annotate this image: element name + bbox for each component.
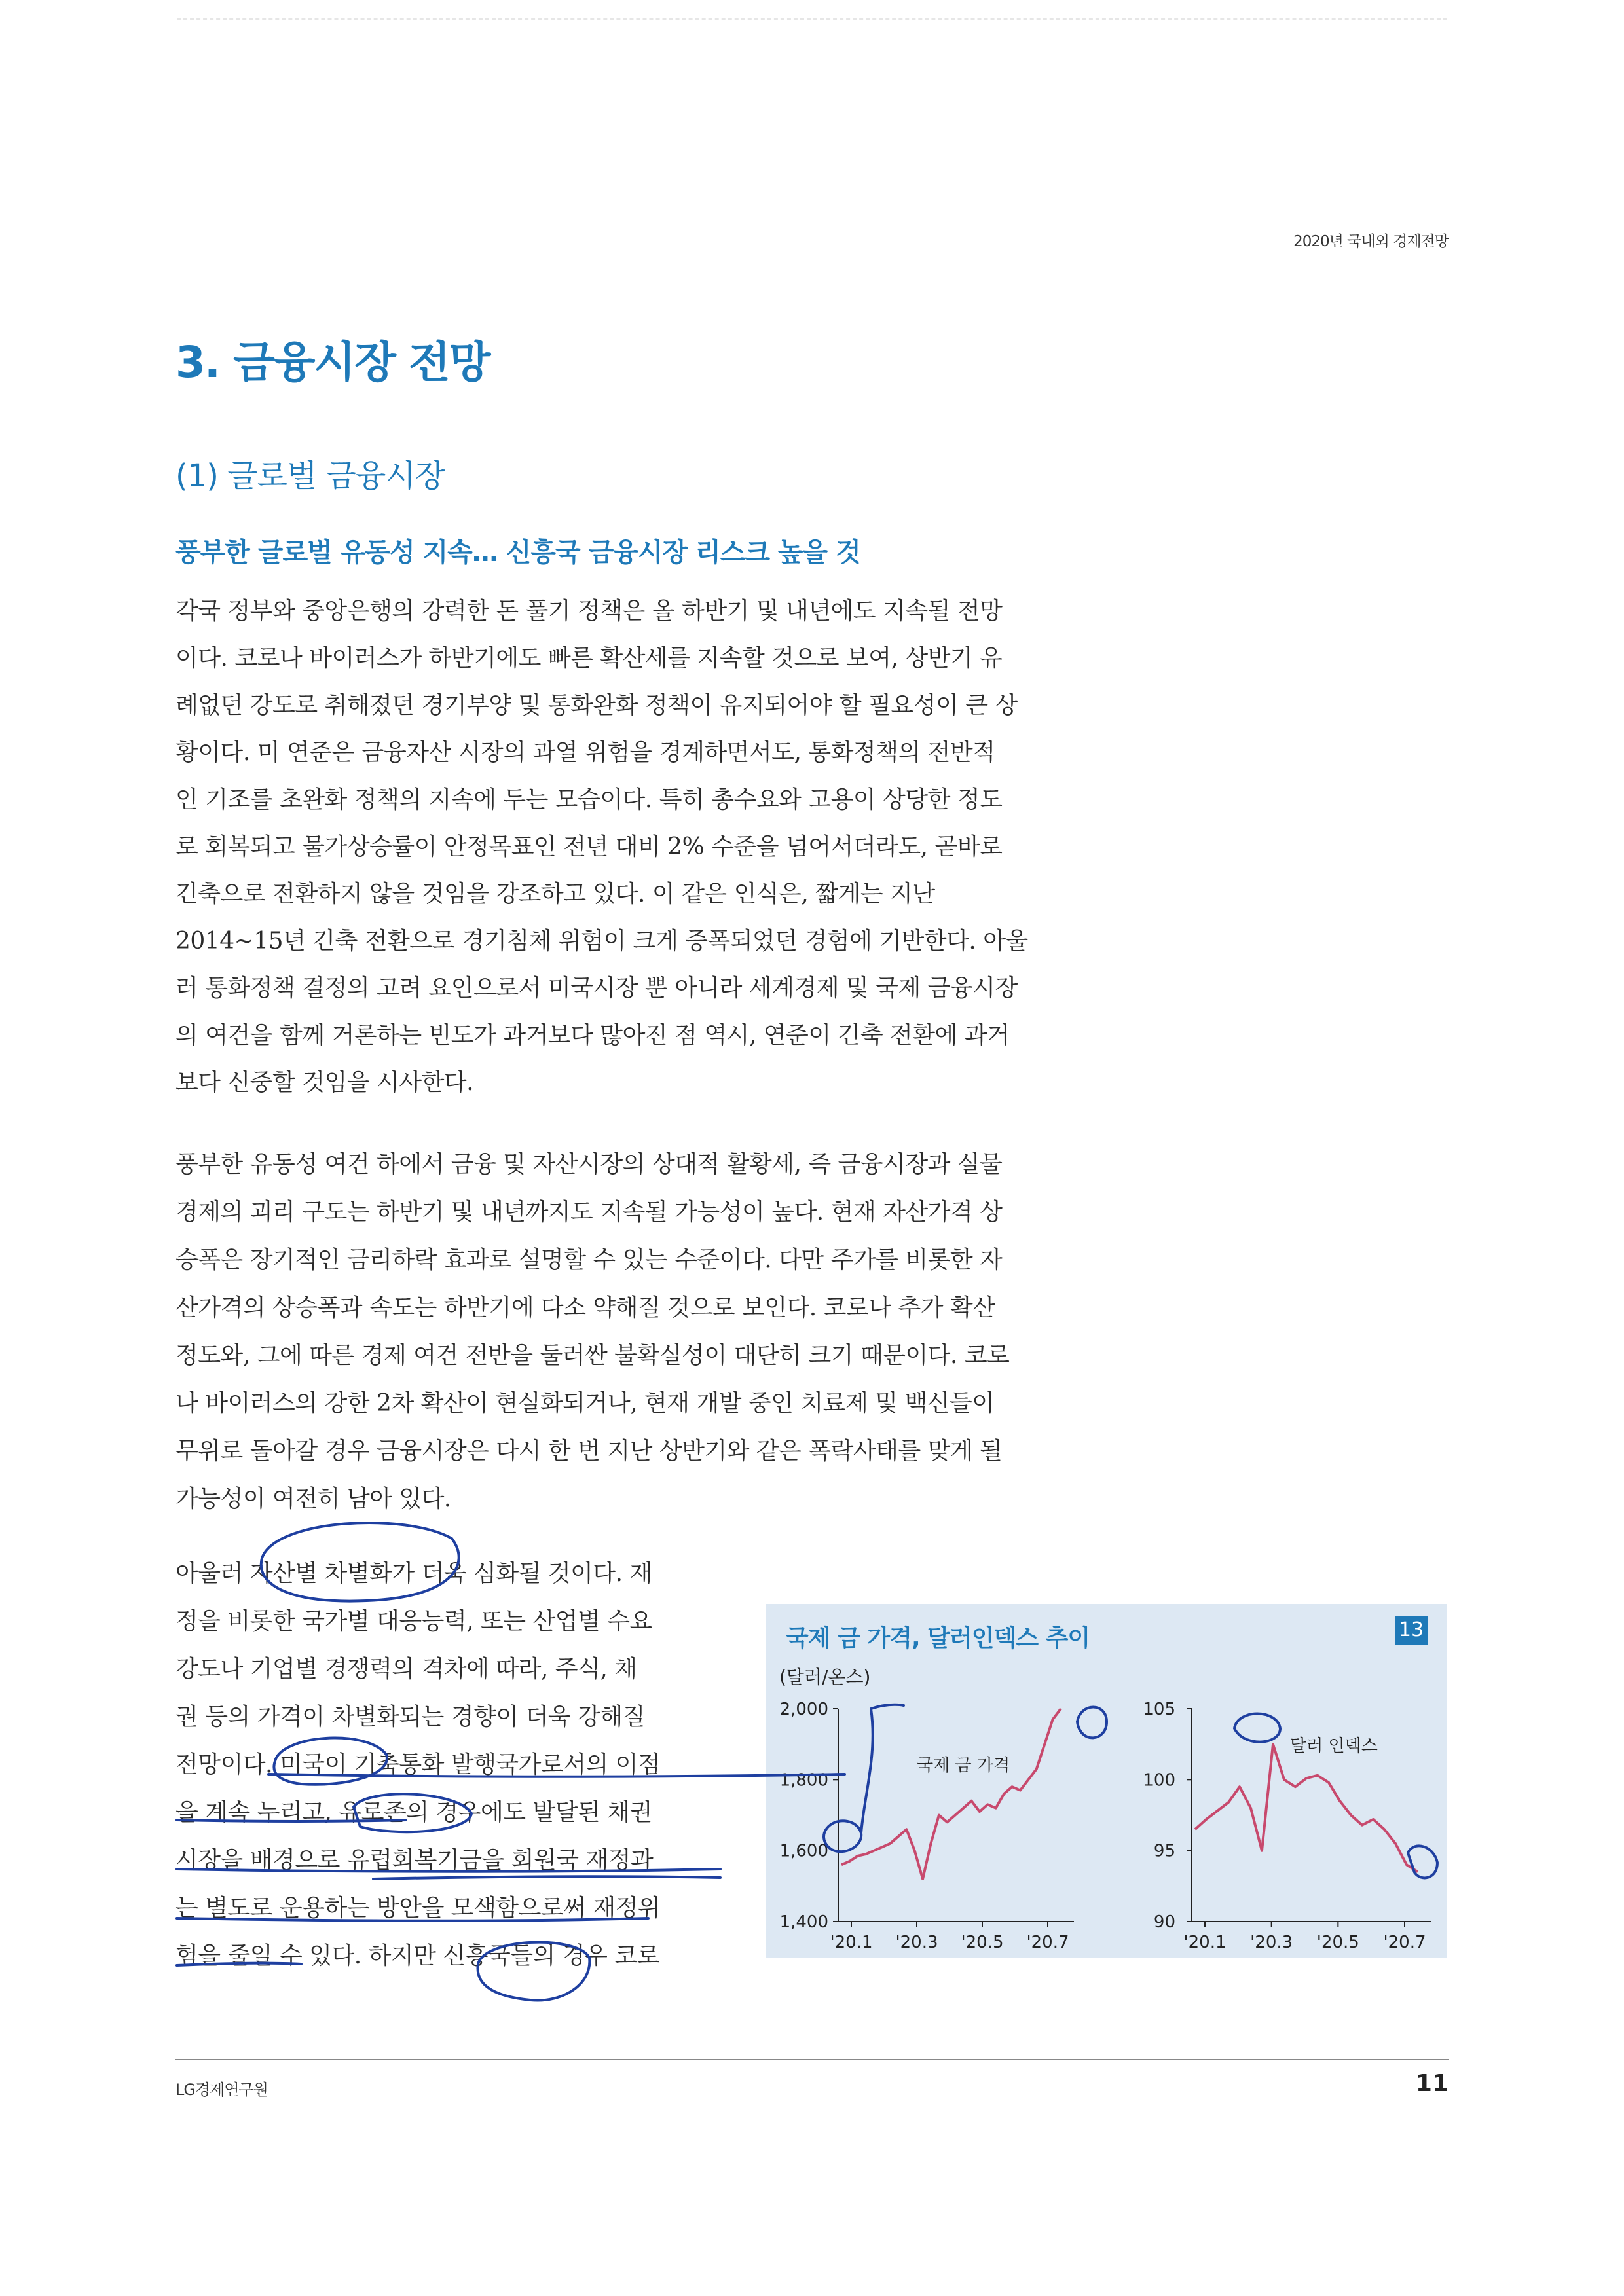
chart-svg	[766, 1604, 1447, 1958]
x-tick-label: '20.7	[1383, 1933, 1426, 1952]
y-tick-label: 105	[1143, 1700, 1175, 1719]
y-tick-label: 1,400	[779, 1912, 828, 1932]
x-tick-label: '20.3	[895, 1933, 938, 1952]
y-tick-label: 1,600	[779, 1841, 828, 1861]
running-header: 2020년 국내외 경제전망	[1293, 233, 1449, 250]
series-label: 달러 인덱스	[1290, 1736, 1378, 1756]
section-headline: 풍부한 글로벌 유동성 지속… 신흥국 금융시장 리스크 높을 것	[175, 538, 860, 568]
text-line: 례없던 강도로 취해졌던 경기부양 및 통화완화 정책이 유지되어야 할 필요성이 큰 상	[175, 692, 1018, 719]
text-line: 아울러 자산별 차별화가 더욱 심화될 것이다. 재	[175, 1560, 652, 1587]
series-line	[841, 1709, 1061, 1879]
text-line: 는 별도로 운용하는 방안을 모색함으로써 재정위	[175, 1895, 661, 1922]
text-line: 풍부한 유동성 여건 하에서 금융 및 자산시장의 상대적 활황세, 즉 금융시장과 실물	[175, 1151, 1003, 1178]
text-line: 황이다. 미 연준은 금융자산 시장의 과열 위험을 경계하면서도, 통화정책의 전반적	[175, 739, 995, 766]
text-line: 시장을 배경으로 유럽회복기금을 회원국 재정과	[175, 1847, 654, 1874]
text-line: 의 여건을 함께 거론하는 빈도가 과거보다 많아진 점 역시, 연준이 긴축 전환에 과거	[175, 1022, 1010, 1049]
x-tick-label: '20.5	[961, 1933, 1004, 1952]
text-line: 로 회복되고 물가상승률이 안정목표인 전년 대비 2% 수준을 넘어서더라도, 곧바로	[175, 833, 1003, 860]
chart-panel	[766, 1604, 1447, 1958]
y-tick-label: 90	[1153, 1912, 1175, 1932]
text-line: 러 통화정책 결정의 고려 요인으로서 미국시장 뿐 아니라 세계경제 및 국제 금융시장	[175, 975, 1018, 1002]
x-tick-label: '20.7	[1026, 1933, 1069, 1952]
text-line: 정도와, 그에 따른 경제 여건 전반을 둘러싼 불확실성이 대단히 크기 때문이다. 코로	[175, 1342, 1010, 1369]
text-line: 강도나 기업별 경쟁력의 격차에 따라, 주식, 채	[175, 1656, 637, 1683]
section-title: 3. 금융시장 전망	[175, 337, 490, 388]
chart-title: 국제 금 가격, 달러인덱스 추이	[786, 1625, 1090, 1652]
x-tick-label: '20.1	[1183, 1933, 1227, 1952]
footer-rule	[175, 2059, 1449, 2060]
ink-underline-4	[373, 1876, 720, 1879]
y-tick-label: 2,000	[779, 1700, 828, 1719]
y-tick-label: 95	[1153, 1841, 1175, 1861]
footer-publisher: LG경제연구원	[175, 2081, 268, 2099]
text-line: 각국 정부와 중앙은행의 강력한 돈 풀기 정책은 올 하반기 및 내년에도 지속될 전망	[175, 598, 1003, 625]
x-tick-label: '20.5	[1316, 1933, 1359, 1952]
text-line: 무위로 돌아갈 경우 금융시장은 다시 한 번 지난 상반기와 같은 폭락사태를 맞게 될	[175, 1438, 1003, 1465]
text-line: 인 기조를 초완화 정책의 지속에 두는 모습이다. 특히 총수요와 고용이 상당한 정도	[175, 786, 1003, 813]
text-line: 보다 신중할 것임을 시사한다.	[175, 1069, 474, 1096]
text-line: 가능성이 여전히 남아 있다.	[175, 1485, 451, 1512]
text-line: 정을 비롯한 국가별 대응능력, 또는 산업별 수요	[175, 1608, 652, 1635]
text-line: 전망이다. 미국이 기축통화 발행국가로서의 이점	[175, 1751, 661, 1778]
y-tick-label: 100	[1143, 1770, 1175, 1791]
chart-number-badge: 13	[1395, 1616, 1428, 1645]
y-tick-label: 1,800	[779, 1770, 828, 1791]
text-line: 승폭은 장기적인 금리하락 효과로 설명할 수 있는 수준이다. 다만 주가를 비롯한 자	[175, 1247, 1003, 1273]
text-line: 을 계속 누리고, 유로존의 경우에도 발달된 채권	[175, 1799, 652, 1826]
text-line: 험을 줄일 수 있다. 하지만 신흥국들의 경우 코로	[175, 1942, 659, 1969]
text-line: 2014~15년 긴축 전환으로 경기침체 위험이 크게 증폭되었던 경험에 기반한다. 아울	[175, 928, 1028, 955]
text-line: 이다. 코로나 바이러스가 하반기에도 빠른 확산세를 지속할 것으로 보여, 상반기 유	[175, 645, 1003, 672]
text-line: 권 등의 가격이 차별화되는 경향이 더욱 강해질	[175, 1704, 645, 1730]
text-line: 나 바이러스의 강한 2차 확산이 현실화되거나, 현재 개발 중인 치료제 및 백신들이	[175, 1390, 995, 1417]
x-tick-label: '20.3	[1250, 1933, 1293, 1952]
subsection-title: (1) 글로벌 금융시장	[175, 458, 445, 494]
series-line	[1195, 1744, 1418, 1872]
text-line: 긴축으로 전환하지 않을 것임을 강조하고 있다. 이 같은 인식은, 짧게는 지난	[175, 881, 935, 907]
x-tick-label: '20.1	[830, 1933, 873, 1952]
text-line: 산가격의 상승폭과 속도는 하반기에 다소 약해질 것으로 보인다. 코로나 추가 확산	[175, 1294, 995, 1321]
page-number: 11	[1415, 2070, 1449, 2097]
top-dashed-rule	[177, 18, 1447, 20]
chart-unit-label: (달러/온스)	[779, 1666, 871, 1688]
text-line: 경제의 괴리 구도는 하반기 및 내년까지도 지속될 가능성이 높다. 현재 자산가격 상	[175, 1199, 1003, 1226]
series-label: 국제 금 가격	[917, 1756, 1010, 1776]
